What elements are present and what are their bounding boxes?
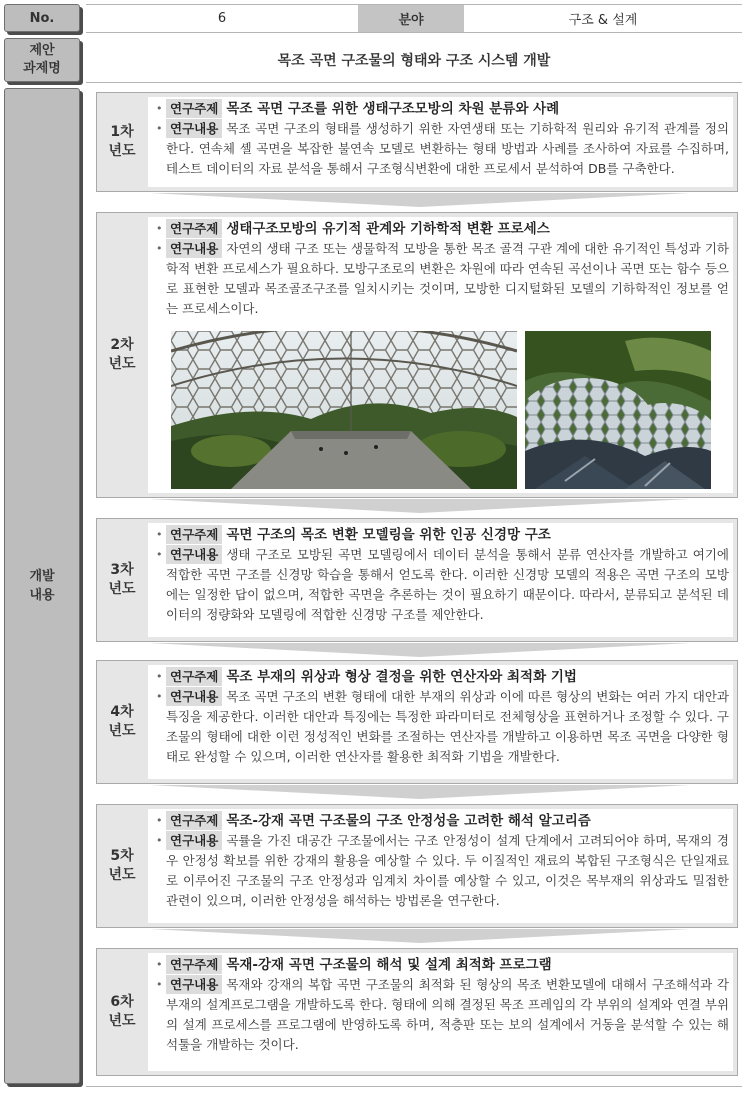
year-5-topic: 목조-강재 곡면 구조물의 구조 안정성을 고려한 해석 알고리즘	[226, 813, 591, 829]
year-4-content-row	[156, 687, 729, 767]
year-2-topic: 생태구조모방의 유기적 관계와 기하학적 변환 프로세스	[226, 221, 550, 237]
biome-exterior-photo	[525, 331, 711, 489]
bullet-icon: •	[156, 242, 163, 255]
year-5-label: 5차 년도	[108, 848, 136, 883]
no-value: 6	[217, 11, 227, 26]
topic-tag: 연구주제	[166, 525, 222, 544]
year-2-topic-row	[156, 219, 729, 239]
field-value: 구조 & 설계	[568, 13, 638, 28]
content-tag: 연구내용	[166, 687, 222, 706]
year-4-box	[96, 660, 738, 784]
bullet-icon: •	[156, 548, 163, 561]
field-label-cell	[358, 5, 464, 32]
year-6-text: 목재와 강재의 복합 곡면 구조물의 최적화 된 형상의 목조 변환모델에 대해서 구조해석과 각 부재의 설계프로그램을 개발하도록 한다. 형태에 의해 결정된 목조 프레임의 각 부위의 설계와 연결 부위의 설계 프로세스를 프로그램에 반영하도록 하며, 적층판 또는 보의 설계에서 거동을 분석할 수 있는 해석툴을 개발하는 것이다.	[166, 977, 729, 1052]
topic-tag: 연구주제	[166, 99, 222, 118]
year-6-box	[96, 948, 738, 1076]
dev-label-cell	[4, 88, 80, 1084]
proposal-title-cell	[86, 38, 742, 82]
year-4-topic: 목조 부재의 위상과 형상 결정을 위한 연산자와 최적화 기법	[226, 669, 577, 685]
field-value-cell	[464, 5, 742, 32]
year-3-topic-row	[156, 525, 729, 545]
content-tag: 연구내용	[166, 239, 222, 258]
content-tag: 연구내용	[166, 831, 222, 850]
bullet-icon: •	[156, 122, 163, 135]
bullet-icon: •	[156, 834, 163, 847]
year-2-arrow	[150, 499, 690, 517]
year-4-arrow	[150, 785, 690, 803]
bullet-icon: •	[156, 690, 163, 703]
year-2-content-row	[156, 239, 729, 319]
topic-tag: 연구주제	[166, 219, 222, 238]
year-6-label: 6차 년도	[108, 994, 136, 1029]
year-6-topic-row	[156, 955, 729, 975]
year-5-content-row	[156, 831, 729, 911]
year-6-topic: 목재-강재 곡면 구조물의 해석 및 설계 최적화 프로그램	[226, 957, 552, 973]
year-3-content-row	[156, 545, 729, 625]
bullet-icon: •	[156, 814, 163, 827]
bottom-line	[86, 1086, 742, 1087]
year-4-topic-row	[156, 667, 729, 687]
year-1-topic: 목조 곡면 구조를 위한 생태구조모방의 차원 분류와 사례	[226, 101, 560, 117]
year-1-label: 1차 년도	[108, 124, 136, 159]
year-6-content	[148, 953, 733, 1071]
year-1-arrow	[150, 193, 690, 211]
proposal-title: 목조 곡면 구조물의 형태와 구조 시스템 개발	[277, 53, 551, 69]
year-2-label: 2차 년도	[108, 337, 136, 372]
year-4-content	[148, 665, 733, 779]
year-2-text: 자연의 생태 구조 또는 생물학적 모방을 통한 목조 골격 구관 계에 대한 유기적인 특성과 기하학적 변환 프로세스가 필요하다. 모방구조로의 변환은 차원에 따라 연속된 곡선이나 곡면 또는 함수 등으로 표현한 모델과 목조골조구조를 일치시키는 것이며, 모방한 디지털화된 모델의 기하학적인 정보를 얻는 프로세스이다.	[166, 241, 729, 316]
field-label: 분야	[398, 13, 424, 28]
no-label: No.	[29, 10, 55, 26]
topic-tag: 연구주제	[166, 955, 222, 974]
year-1-box	[96, 92, 738, 192]
year-5-content	[148, 809, 733, 923]
content-tag: 연구내용	[166, 545, 222, 564]
proposal-label-cell	[4, 38, 80, 82]
proposal-bottom-line	[86, 82, 742, 83]
year-3-topic: 곡면 구조의 목조 변환 모델링을 위한 인공 신경망 구조	[226, 527, 551, 543]
year-1-text: 목조 곡면 구조의 형태를 생성하기 위한 자연생태 또는 기하학적 원리와 유기적 관계를 정의한다. 연속체 셸 곡면을 복잡한 불연속 모델로 변환하는 형태 방법과 사례를 조사하여 자료를 수집하며, 테스트 데이터의 자료 분석을 통해서 구조형식변환에 대한 프로세서 분석하여 DB를 구축한다.	[166, 121, 729, 176]
biome-interior-photo	[171, 331, 517, 489]
year-3-label: 3차 년도	[108, 562, 136, 597]
no-value-cell	[86, 5, 358, 32]
year-1-content-row	[156, 119, 729, 179]
bullet-icon: •	[156, 978, 163, 991]
content-tag: 연구내용	[166, 975, 222, 994]
year-2-box	[96, 212, 738, 498]
year-4-text: 목조 곡면 구조의 변환 형태에 대한 부재의 위상과 이에 따른 형상의 변화는 여러 가지 대안과 특징을 제공한다. 이러한 대안과 특징에는 특정한 파라미터로 전체형상을 표현하거나 조정할 수 있다. 구조물의 형태에 대한 이런 정성적인 변화를 조절하는 연산자를 개발하고 이용하면 목조 곡면을 다양한 형태로 완성할 수 있으며, 이러한 연산자를 활용한 최적화 기법을 개발한다.	[166, 689, 729, 764]
bullet-icon: •	[156, 670, 163, 683]
bullet-icon: •	[156, 958, 163, 971]
year-5-box	[96, 804, 738, 928]
year-1-topic-row	[156, 99, 729, 119]
bullet-icon: •	[156, 222, 163, 235]
proposal-label: 제안 과제명	[23, 43, 61, 76]
header-bottom-line	[86, 32, 742, 33]
content-tag: 연구내용	[166, 119, 222, 138]
year-5-text: 곡률을 가진 대공간 구조물에서는 구조 안정성이 설계 단계에서 고려되어야 하며, 목재의 경우 안정성 확보를 위한 강재의 활용을 예상할 수 있다. 두 이질적인 재료의 복합된 구조형식은 단일재료로 이루어진 구조물의 구조 안정성과 임계치 차이를 예상할 수 있고, 이것은 목부재의 위상과도 밀접한 관련이 있으며, 이러한 안정성을 해석하는 방법론을 연구한다.	[166, 833, 729, 908]
year-3-box	[96, 518, 738, 642]
dev-label: 개발 내용	[29, 569, 55, 603]
year-5-topic-row	[156, 811, 729, 831]
topic-tag: 연구주제	[166, 811, 222, 830]
year-3-text: 생태 구조로 모방된 곡면 모델링에서 데이터 분석을 통해서 분류 연산자를 개발하고 여기에 적합한 곡면 구조를 신경망 학습을 통해서 얻도록 한다. 이러한 신경망 모델의 적용은 곡면 구조의 모방에는 일정한 답이 없으며, 적합한 곡면을 추론하는 것이 필요하기 때문이다. 따라서, 분류되고 분석된 데이터의 정량화와 모델링에 적합한 신경망 구조를 제안한다.	[166, 547, 729, 622]
bullet-icon: •	[156, 528, 163, 541]
year-5-arrow	[150, 929, 690, 947]
no-label-cell	[4, 4, 80, 32]
year-3-arrow	[150, 643, 690, 661]
year-4-label: 4차 년도	[108, 704, 136, 739]
year-1-content	[148, 97, 733, 187]
bullet-icon: •	[156, 102, 163, 115]
year-6-content-row	[156, 975, 729, 1055]
year-3-content	[148, 523, 733, 637]
topic-tag: 연구주제	[166, 667, 222, 686]
